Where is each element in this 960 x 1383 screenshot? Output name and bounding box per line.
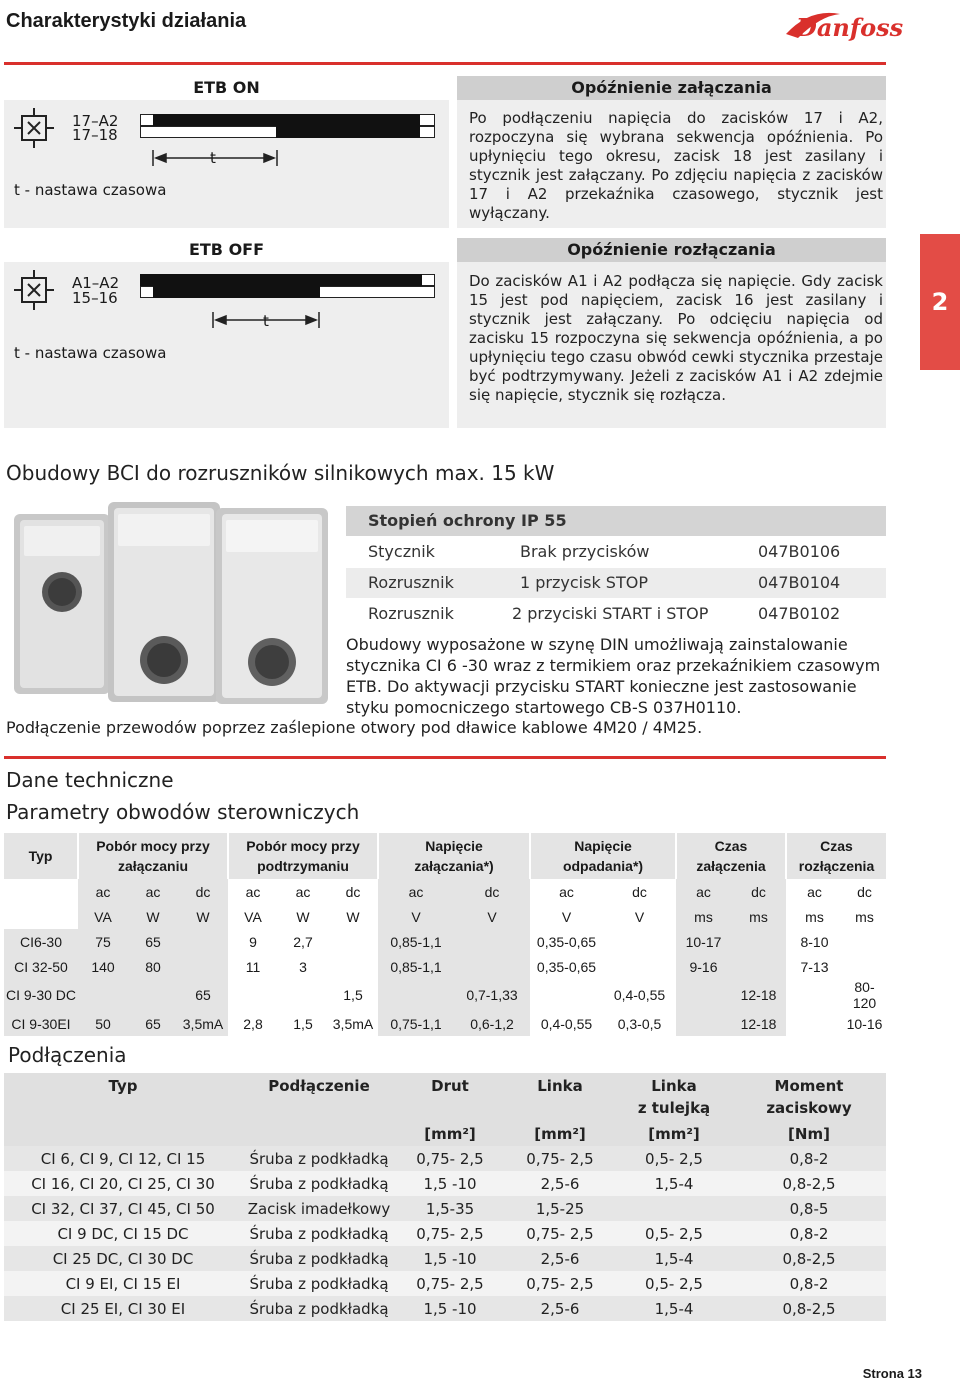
col-drut: Drut	[431, 1077, 469, 1095]
table-row: CI 9 EI, CI 15 EI Śruba z podkładką 0,75- 2,5 0,75- 2,5 0,5- 2,5 0,8-2	[4, 1271, 886, 1296]
current-type-row: ac ac dc ac ac dc ac dc ac dc ac dc ac dc	[4, 879, 886, 904]
col-pobor-zal: Pobór mocy przy załączaniu	[78, 833, 228, 879]
col-linka: Linka	[537, 1077, 583, 1095]
col-moment: Moment zaciskowy	[766, 1077, 852, 1117]
enclosure-2	[108, 502, 220, 702]
etb-on-setting-label: t - nastawa czasowa	[14, 181, 167, 199]
table-row: CI 16, CI 20, CI 25, CI 30 Śruba z podkładką 1,5 -10 2,5-6 1,5-4 0,8-2,5	[4, 1171, 886, 1196]
table-row: CI 32-50 140 80 11 3 0,85-1,1 0,35-0,65 9-16 7-13	[4, 954, 886, 979]
etb-off-t-marker: t	[263, 312, 269, 330]
col-pobor-pod: Pobór mocy przy podtrzymaniu	[228, 833, 378, 879]
etb-off-signal-2	[153, 286, 213, 298]
col-czas-roz: Czas rozłączenia	[786, 833, 886, 879]
col-czas-zal: Czas załączenia	[676, 833, 786, 879]
etb-on-terminals-a: 17–A2	[72, 112, 119, 130]
table-row: CI6-30 75 65 9 2,7 0,85-1,1 0,35-0,65 10-17 8-10	[4, 929, 886, 954]
page-number: Strona 13	[862, 1366, 922, 1381]
etb-off-signal-1	[140, 274, 422, 286]
col-typ: Typ	[4, 833, 78, 879]
etb-on-terminals-b: 17–18	[72, 126, 118, 144]
etb-on-signal-2	[276, 126, 420, 138]
etb-off-desc-title: Opóźnienie rozłączania	[457, 238, 886, 262]
header-rule	[4, 62, 886, 65]
table-row: CI 25 DC, CI 30 DC Śruba z podkładką 1,5 -10 2,5-6 1,5-4 0,8-2,5	[4, 1246, 886, 1271]
etb-on-signal-1	[153, 114, 420, 126]
col-napiecie-odp: Napięcie odpadania*)	[530, 833, 676, 879]
col-linka-tulejka: Linka z tulejką	[637, 1077, 711, 1117]
etb-off-title: ETB OFF	[188, 240, 265, 259]
etb-on-t-marker: t	[210, 149, 216, 167]
ip55-table	[346, 506, 886, 629]
enclosure-1	[14, 514, 110, 694]
enclosures-paragraph: Obudowy wyposażone w szynę DIN umożliwają zainstalowanie stycznika CI 6 -30 wraz z termikiem oraz przekaźnikiem czasowym ETB. Do aktywacji przycisku START konieczne jest zastosowanie styku pomocniczego startowego CB-S 037H0110.	[346, 635, 881, 717]
table-row: CI 6, CI 9, CI 12, CI 15 Śruba z podkładką 0,75- 2,5 0,75- 2,5 0,5- 2,5 0,8-2	[4, 1146, 886, 1171]
etb-off-setting-label: t - nastawa czasowa	[14, 344, 167, 362]
table-row: CI 9-30 DC 65 1,5 0,7-1,33 0,4-0,55 12-18 80-120	[5, 979, 877, 1011]
etb-on-description: Po podłączeniu napięcia do zacisków 17 i A2, rozpoczyna się wybrana sekwencja opóźnienia. Po upłynięciu tego okresu, zacisk 18 jest zasilany i stycznik jest załączany. Po zdjęciu napięcia z zacisków 17 i A2 przekaźnika czasowego, stycznik jest wyłączany.	[469, 109, 883, 222]
table-row: CI 9 DC, CI 15 DC Śruba z podkładką 0,75- 2,5 0,75- 2,5 0,5- 2,5 0,8-2	[4, 1221, 886, 1246]
control-params-table	[4, 833, 886, 1036]
tech-title: Dane techniczne	[6, 768, 174, 792]
tech-subtitle: Parametry obwodów sterowniczych	[6, 800, 360, 824]
etb-off-terminals-b: 15–16	[72, 289, 118, 307]
etb-on-desc-title: Opóźnienie załączania	[457, 76, 886, 100]
table-row: CI 25 EI, CI 30 EI Śruba z podkładką 1,5 -10 2,5-6 1,5-4 0,8-2,5	[4, 1296, 886, 1321]
etb-off-signal-3	[213, 286, 320, 298]
table-row: Stycznik Brak przycisków 047B0106	[346, 536, 886, 567]
chapter-tab: 2	[920, 234, 960, 370]
col-podlaczenie: Podłączenie	[268, 1077, 370, 1095]
section-rule	[4, 756, 886, 759]
table-row: Rozrusznik 1 przycisk STOP 047B0104	[346, 567, 886, 598]
danfoss-logo	[780, 4, 904, 48]
relay-symbol-icon	[14, 108, 54, 148]
enclosure-photo	[10, 500, 330, 710]
etb-off-description: Do zacisków A1 i A2 podłącza się napięcie. Gdy zacisk 15 jest pod napięciem, zacisk 16 jest zasilany i stycznik jest załączany. Po odcięciu napięcia od zacisku 15 rozpoczyna się sekwencja opóźnienia, a po upłynięciu tego czasu obwód cewki stycznika przestaje być podtrzymywany. Jeżeli z zacisków A1 i A2 zdejmie się napięcie, stycznik się rozłącza.	[469, 272, 883, 404]
col-typ: Typ	[108, 1077, 138, 1095]
enclosures-title: Obudowy BCI do rozruszników silnikowych max. 15 kW	[6, 461, 555, 485]
col-napiecie-zal: Napięcie załączania*)	[378, 833, 530, 879]
unit-row: [mm²] [mm²] [mm²] [Nm]	[4, 1121, 886, 1146]
table-row: Rozrusznik 2 przyciski START i STOP 047B0102	[346, 598, 886, 629]
etb-on-title: ETB ON	[193, 78, 260, 97]
connections-table	[4, 1073, 886, 1321]
etb-off-terminals-a: A1–A2	[72, 274, 120, 292]
table-row: CI 9-30EI 50 65 3,5mA 2,8 1,5 3,5mA 0,75-1,1 0,6-1,2 0,4-0,55 0,3-0,5 12-18 10-16	[4, 1011, 886, 1036]
ip55-table-title: Stopień ochrony IP 55	[346, 506, 886, 536]
table-row: CI 32, CI 37, CI 45, CI 50 Zacisk imadełkowy 1,5-35 1,5-25 0,8-5	[4, 1196, 886, 1221]
unit-row: VA W W VA W W V V V V ms ms ms ms	[4, 904, 886, 929]
connections-title: Podłączenia	[8, 1043, 127, 1067]
enclosures-paragraph-2: Podłączenie przewodów poprzez zaślepione otwory pod dławice kablowe 4M20 / 4M25.	[6, 718, 703, 737]
logo-wordmark: Danfoss	[796, 13, 904, 42]
enclosure-3	[216, 508, 328, 704]
relay-symbol-icon	[14, 270, 54, 310]
page-title: Charakterystyki działania	[6, 10, 247, 32]
